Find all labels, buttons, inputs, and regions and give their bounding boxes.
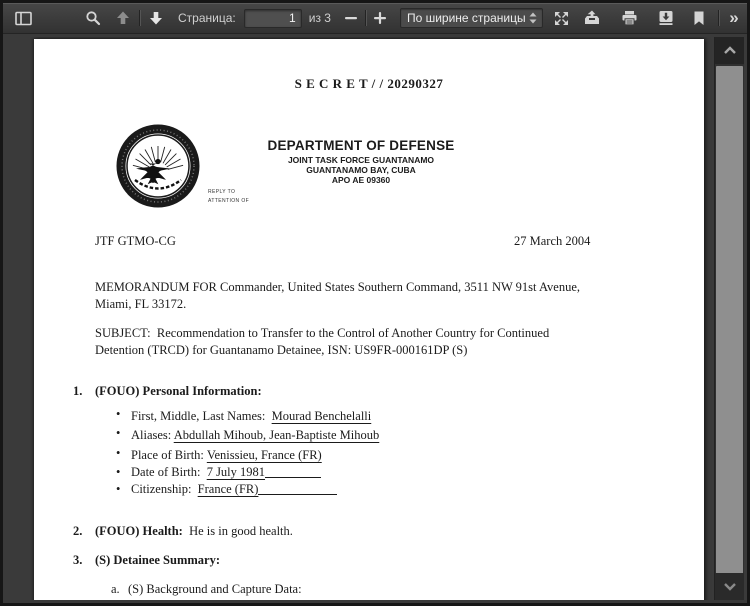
document-viewport[interactable]	[6, 37, 744, 600]
scroll-down-button[interactable]	[715, 573, 744, 600]
section-number: 1.	[73, 384, 83, 398]
toolbar-separator	[365, 10, 366, 26]
list-item	[116, 406, 379, 425]
section-text: He is in good health.	[182, 524, 293, 538]
letterhead-location: GUANTANAMO BAY, CUBA	[306, 165, 416, 175]
underline-extension	[258, 481, 336, 495]
toolbar-separator	[139, 10, 140, 26]
zoom-select-value: По ширине страницы	[406, 11, 526, 25]
attention-of-line: ATTENTION OF	[208, 198, 250, 204]
section-title: (FOUO) Personal Information:	[95, 384, 262, 398]
open-file-icon	[583, 10, 601, 26]
bookmark-icon	[693, 11, 705, 26]
list-item	[116, 425, 379, 444]
field-label: Citizenship:	[131, 482, 198, 497]
field-label: Aliases:	[131, 428, 174, 443]
section-3-heading	[73, 552, 220, 569]
zoom-in-icon	[373, 11, 387, 25]
chevron-up-icon	[723, 46, 737, 55]
zoom-select[interactable]	[400, 8, 543, 28]
dod-seal-icon	[116, 124, 200, 208]
section-number: 2.	[73, 524, 83, 538]
section-title: (FOUO) Health:	[95, 524, 183, 538]
subject-line: Detention (TRCD) for Guantanamo Detainee, ISN: US9FR-000161DP (S)	[95, 343, 468, 358]
memo-date: 27 March 2004	[514, 234, 591, 248]
zoom-spinner-icon	[528, 11, 538, 25]
field-value: France (FR)	[197, 482, 259, 497]
subject-block	[95, 325, 670, 359]
zoom-out-button[interactable]	[341, 5, 361, 31]
page-down-icon	[148, 10, 164, 26]
scroll-up-button[interactable]	[715, 37, 744, 64]
field-value: 7 July 1981	[206, 464, 266, 479]
page-up-icon	[115, 10, 131, 26]
section-3a-line	[111, 581, 302, 598]
print-icon	[621, 10, 638, 26]
field-value: Abdullah Mihoub, Jean-Baptiste Mihoub	[173, 428, 380, 443]
presentation-mode-button[interactable]	[549, 5, 573, 31]
print-button[interactable]	[617, 5, 641, 31]
sidebar-toggle-icon	[15, 11, 32, 26]
memorandum-line: Miami, FL 33172.	[95, 297, 187, 312]
search-button[interactable]	[81, 5, 105, 31]
pdf-page	[34, 39, 704, 600]
office-symbol: JTF GTMO-CG	[95, 234, 176, 248]
personal-info-list	[116, 406, 379, 498]
classification-banner: S E C R E T / / 20290327	[294, 76, 444, 91]
section-title: (S) Detainee Summary:	[95, 553, 220, 567]
page-number-label: Страница:	[178, 11, 236, 25]
zoom-out-icon	[344, 11, 358, 25]
pdf-toolbar	[3, 3, 747, 34]
list-item	[116, 464, 379, 481]
zoom-in-button[interactable]	[370, 5, 390, 31]
download-button[interactable]	[654, 5, 678, 31]
reply-to-block	[208, 188, 249, 206]
list-item	[116, 481, 379, 498]
more-tools-button[interactable]	[721, 5, 747, 31]
subsection-letter: a.	[111, 582, 120, 596]
sidebar-toggle-button[interactable]	[11, 5, 35, 31]
open-file-button[interactable]	[580, 5, 604, 31]
section-1-heading	[73, 383, 262, 400]
field-value: Mourad Benchelalli	[271, 409, 372, 423]
reply-to-line: REPLY TO	[208, 189, 236, 195]
download-icon	[658, 10, 674, 26]
next-page-button[interactable]	[144, 5, 168, 31]
letterhead	[201, 138, 521, 185]
subsection-text: (S) Background and Capture Data:	[128, 582, 302, 596]
memorandum-line: MEMORANDUM FOR Commander, United States Southern Command, 3511 NW 91st Avenue,	[95, 280, 581, 294]
letterhead-department: DEPARTMENT OF DEFENSE	[267, 138, 455, 153]
chevron-down-icon	[723, 582, 737, 591]
toolbar-separator	[718, 10, 719, 26]
vertical-scrollbar[interactable]	[714, 37, 744, 600]
memorandum-for	[95, 279, 670, 313]
field-label: Date of Birth:	[131, 464, 207, 479]
more-tools-icon: »	[729, 8, 739, 27]
section-number: 3.	[73, 553, 83, 567]
previous-page-button[interactable]	[111, 5, 135, 31]
list-item	[116, 445, 379, 464]
search-icon	[85, 10, 101, 26]
presentation-mode-icon	[553, 10, 570, 27]
letterhead-apo: APO AE 09360	[331, 175, 391, 185]
field-label: First, Middle, Last Names:	[131, 409, 272, 423]
page-count-label: из 3	[308, 11, 331, 25]
letterhead-task-force: JOINT TASK FORCE GUANTANAMO	[287, 155, 435, 165]
bookmark-button[interactable]	[689, 5, 709, 31]
field-value: Venissieu, France (FR)	[206, 447, 322, 462]
page-number-input[interactable]	[244, 9, 302, 28]
section-2-heading	[73, 523, 293, 540]
scrollbar-thumb[interactable]	[716, 66, 743, 574]
field-label: Place of Birth:	[131, 447, 207, 462]
subject-line: SUBJECT: Recommendation to Transfer to the Control of Another Country for Continued	[95, 326, 550, 340]
underline-extension	[265, 464, 321, 478]
